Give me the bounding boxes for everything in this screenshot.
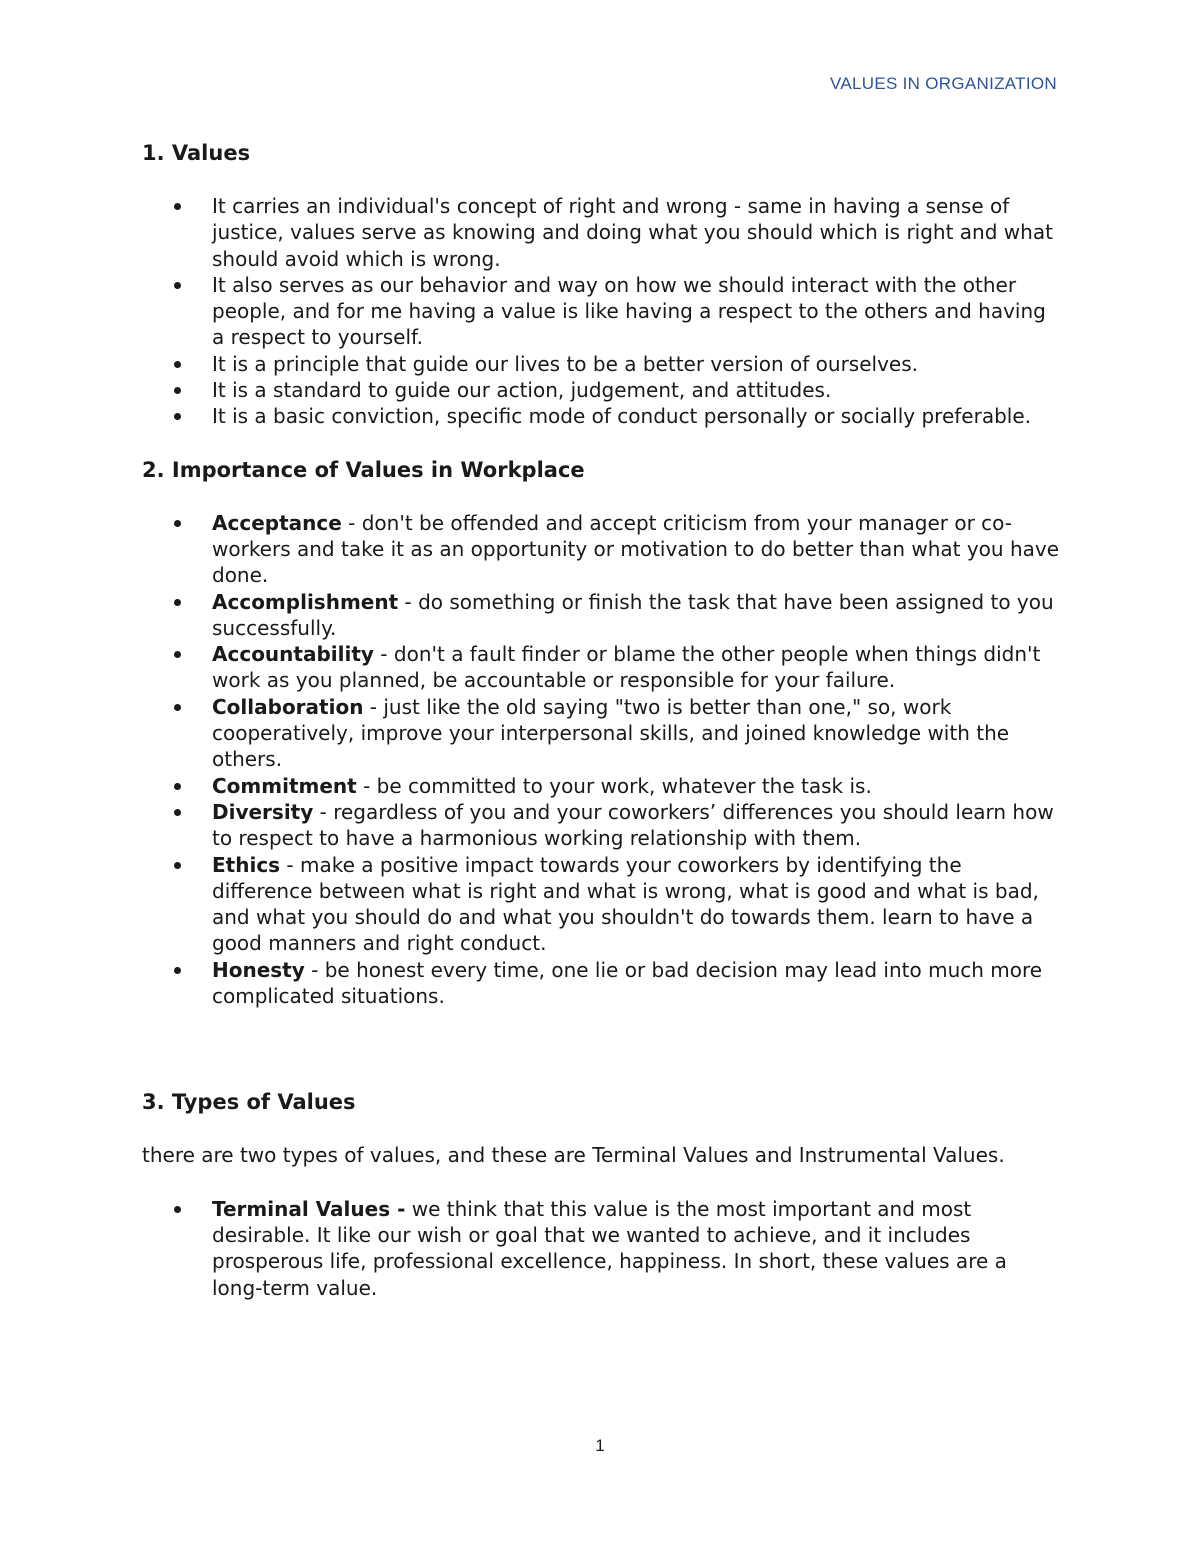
section-heading-values: 1. Values [142,141,251,165]
list-item [212,510,1062,589]
bullet-term: Accountability [212,642,374,667]
list-item [212,351,1062,377]
section-heading-types: 3. Types of Values [142,1090,356,1115]
bullet-text: - make a positive impact towards your coworkers by identifying the difference between what is right and what is wrong, what is good and what is bad, and what you should do and what you shouldn't do towards them. learn to have a good manners and right conduct. [212,852,1039,956]
types-intro-paragraph: there are two types of values, and these are Terminal Values and Instrumental Values. [142,1143,1005,1168]
bullet-text: - do something or finish the task that have been assigned to you successfully. [212,589,1054,640]
list-item [212,272,1062,351]
bullet-term: Diversity [212,799,314,824]
bullet-text: - don't a fault finder or blame the other people when things didn't work as you planned, be accountable or responsible for your failure. [212,642,1041,693]
bullet-icon [174,809,181,816]
bullet-term: Ethics [212,852,281,877]
list-item [212,1196,1062,1301]
bullet-icon [174,361,181,368]
bullet-text: - be committed to your work, whatever the task is. [356,773,872,798]
bullet-icon [174,520,181,527]
bullet-icon [174,967,181,974]
bullet-icon [174,282,181,289]
bullet-icon [174,203,181,210]
list-item [212,694,1062,773]
list-item [212,773,1062,799]
list-item [212,799,1062,852]
bullet-icon [174,704,181,711]
bullet-term: Collaboration [212,694,364,719]
list-item [212,403,1062,429]
section-heading-importance: 2. Importance of Values in Workplace [142,457,585,482]
spacer [142,1009,1062,1089]
bullet-text: It also serves as our behavior and way on how we should interact with the other people, and for me having a value is like having a respect to the others and having a respect to yourself. [212,272,1046,350]
bullet-icon [174,387,181,394]
list-item [212,589,1062,642]
bullet-text: - regardless of you and your coworkers’ differences you should learn how to respect to have a harmonious working relationship with them. [212,799,1054,851]
bullet-term: Acceptance [212,510,342,535]
bullet-text: It is a principle that guide our lives to be a better version of ourselves. [212,351,918,376]
bullet-text: It is a basic conviction, specific mode of conduct personally or socially preferable. [212,404,1031,429]
bullet-icon [174,862,181,869]
document-body [142,140,1062,1301]
types-bullet-list [142,1196,1062,1301]
bullet-term: Accomplishment [212,589,399,614]
bullet-icon [174,1206,181,1213]
spacer [142,430,1062,457]
list-item [212,377,1062,403]
bullet-text: we think that this value is the most important and most desirable. It like our wish or goal that we wanted to achieve, and it includes prosperous life, professional excellence, happiness. In short, these values are a long-term value. [212,1196,1007,1300]
bullet-term: Terminal Values - [212,1196,406,1221]
bullet-icon [174,599,181,606]
list-item [212,957,1062,1010]
running-header: VALUES IN ORGANIZATION [829,74,1057,93]
values-bullet-list [142,193,1062,430]
list-item [212,193,1062,272]
importance-bullet-list [142,510,1062,1010]
bullet-icon [174,783,181,790]
bullet-text: - don't be offended and accept criticism from your manager or co-workers and take it as an opportunity or motivation to do better than what you have done. [212,510,1060,588]
bullet-text: It is a standard to guide our action, judgement, and attitudes. [212,378,832,403]
page-number: 1 [595,1436,605,1455]
bullet-text: It carries an individual's concept of right and wrong - same in having a sense of justice, values serve as knowing and doing what you should which is right and what should avoid which is wrong. [212,194,1053,271]
bullet-text: - be honest every time, one lie or bad decision may lead into much more complicated situations. [212,957,1043,1009]
bullet-icon [174,413,181,420]
bullet-icon [174,651,181,658]
list-item [212,641,1062,694]
bullet-term: Commitment [212,773,357,798]
list-item [212,852,1062,957]
bullet-text: - just like the old saying "two is better than one," so, work cooperatively, improve your interpersonal skills, and joined knowledge with the others. [212,694,1010,772]
bullet-term: Honesty [212,957,305,982]
